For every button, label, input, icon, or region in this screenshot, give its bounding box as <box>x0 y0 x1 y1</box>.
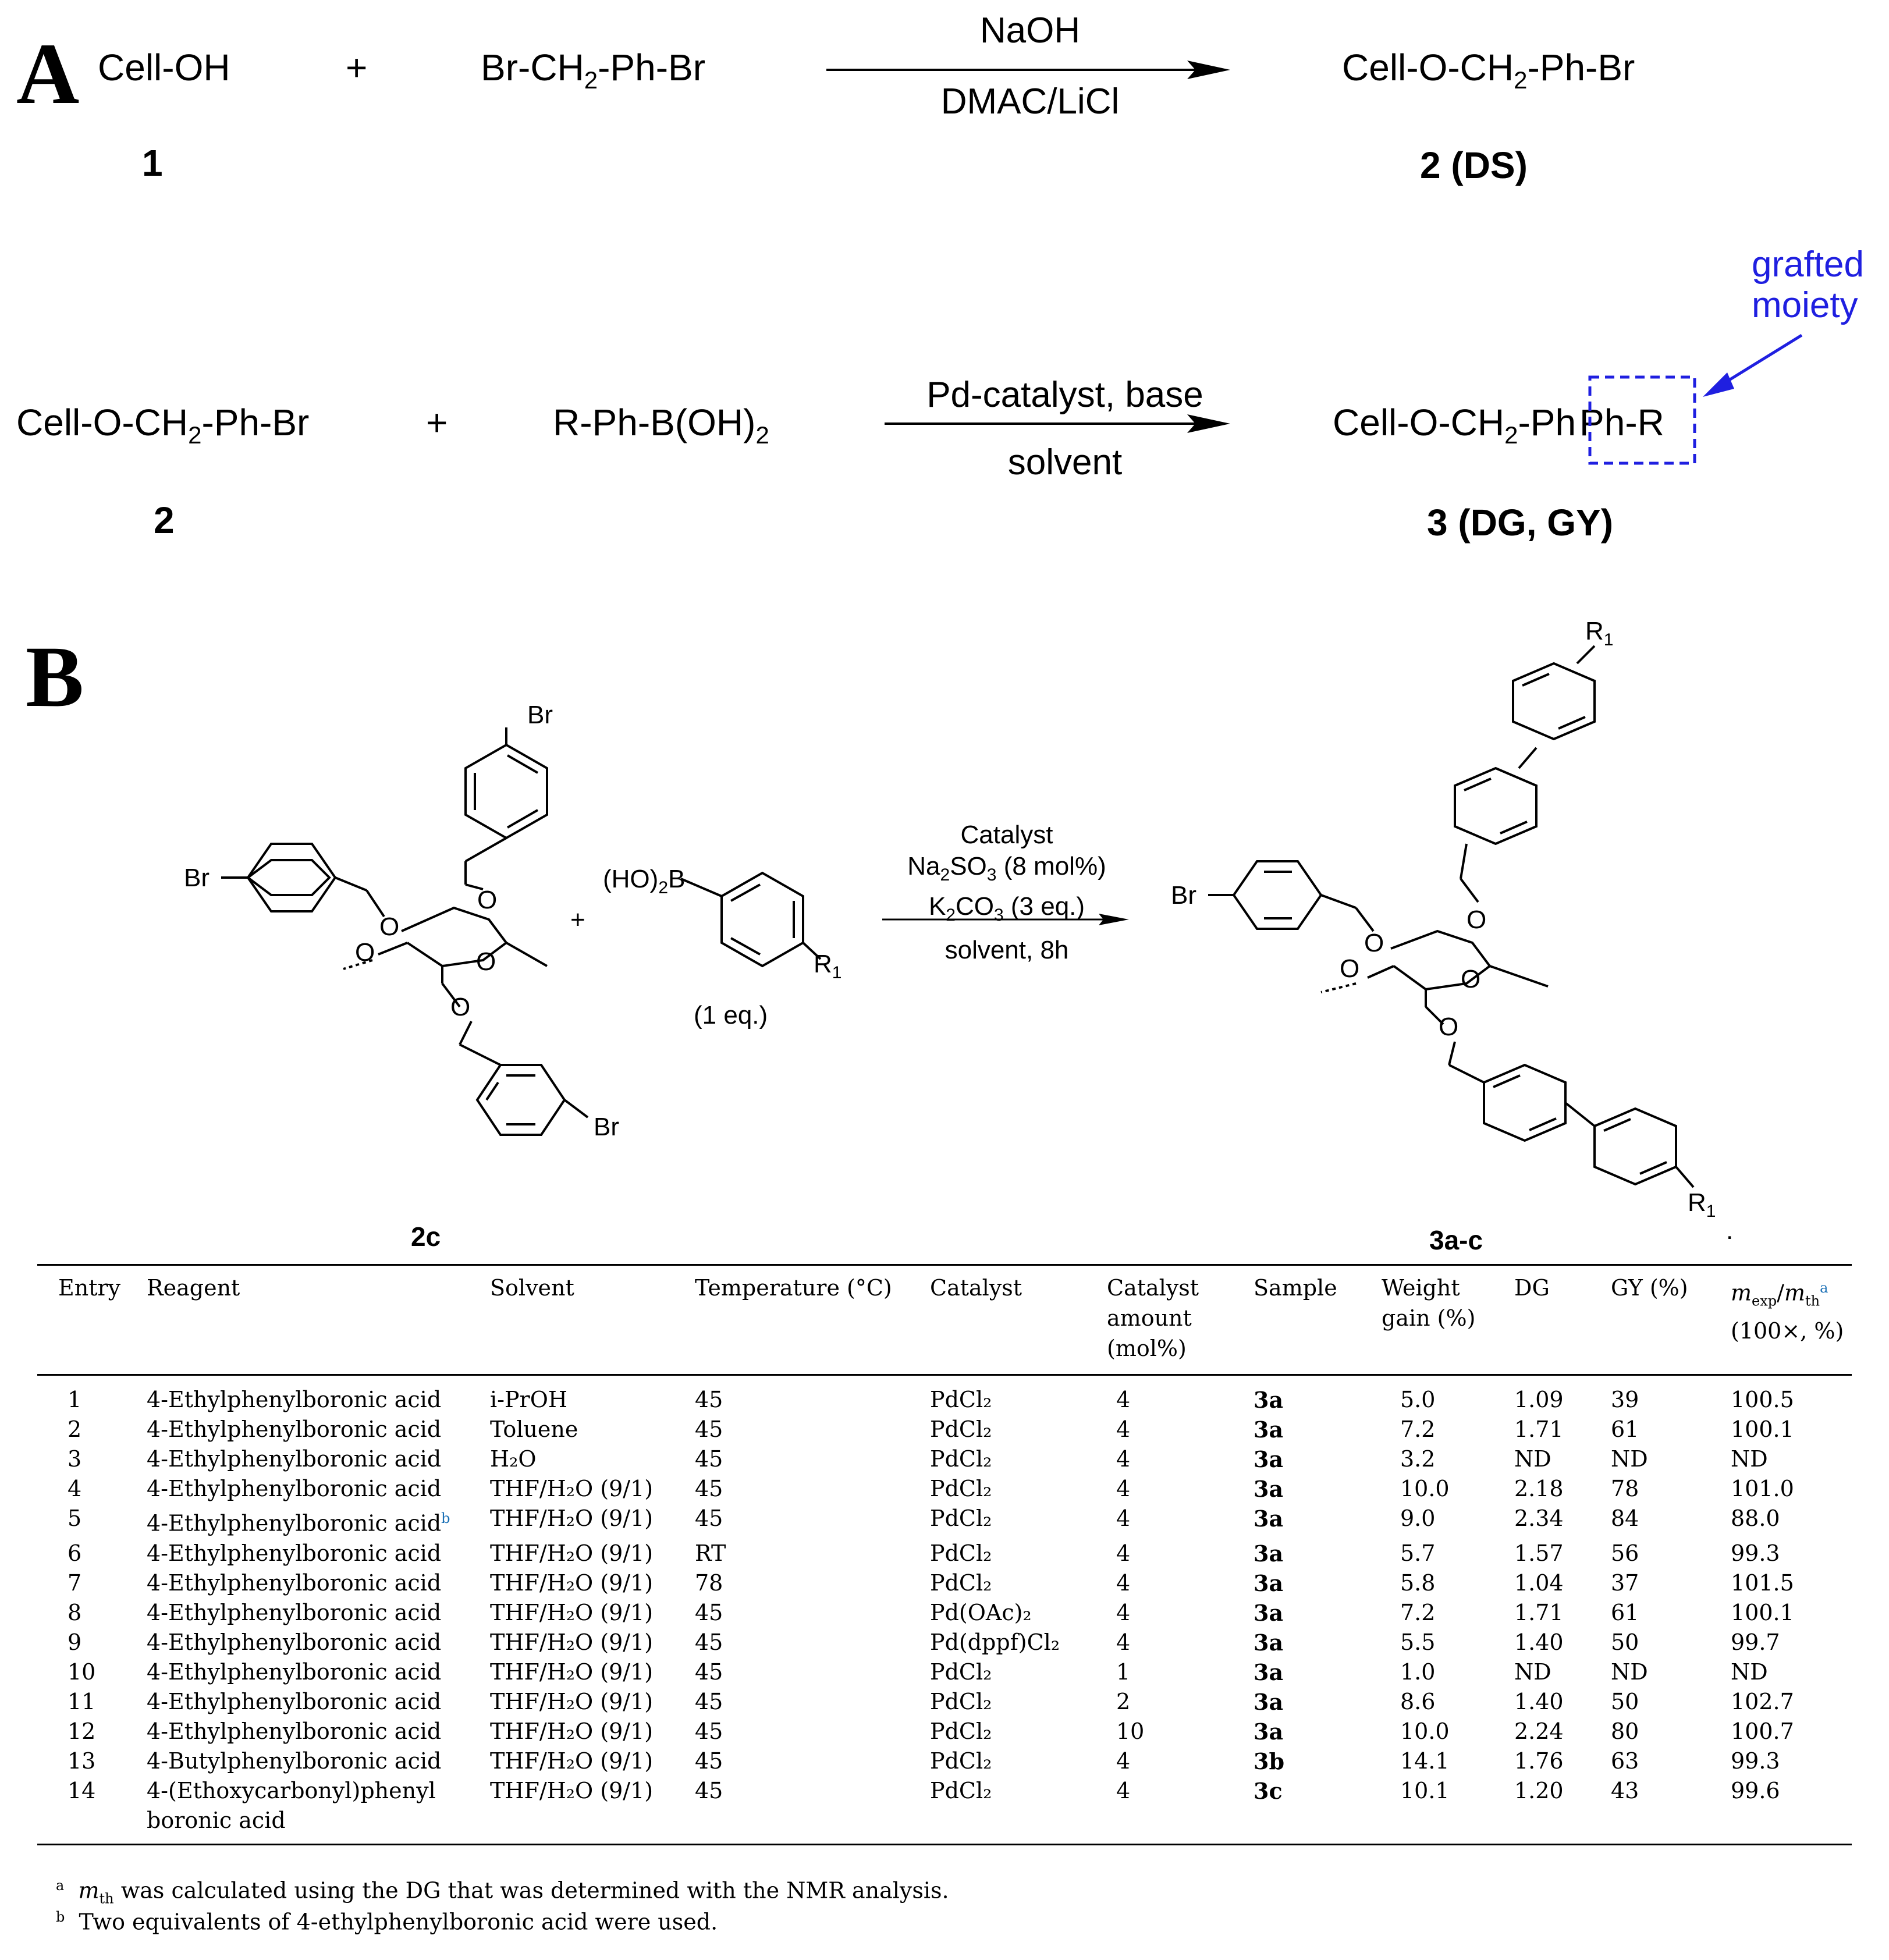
eq1-solvent-dmac-licl: DMAC/LiCl <box>940 81 1120 122</box>
cell-catalyst-amount: 4 <box>1116 1416 1131 1442</box>
cell-sample: 3a <box>1254 1599 1284 1626</box>
cell-reagent: 4-Ethylphenylboronic acid <box>147 1387 442 1412</box>
cell-catalyst: PdCl₂ <box>930 1387 992 1412</box>
cell-catalyst-amount: 4 <box>1116 1540 1131 1566</box>
annotation-pointer-arrow <box>1703 335 1802 397</box>
cell-dg: 1.04 <box>1514 1570 1564 1596</box>
cell-temperature: 45 <box>695 1718 723 1744</box>
trailing-period: . <box>1726 1216 1734 1245</box>
cell-entry: 5 <box>68 1505 82 1531</box>
cell-reagent: 4-Ethylphenylboronic acid <box>147 1718 442 1744</box>
eq1-product: Cell-$O-CH_2-Ph-Br$ <box>1342 47 1635 94</box>
grafted-moiety-box: Ph-R <box>1579 402 1664 443</box>
cell-entry: 13 <box>68 1748 96 1774</box>
cell-solvent: i-PrOH <box>490 1387 568 1412</box>
header-entry: Entry <box>58 1275 121 1301</box>
cell-reagent: 4-Ethylphenylboronic acid <box>147 1659 442 1685</box>
cell-sample: 3a <box>1254 1416 1284 1443</box>
cell-entry: 14 <box>68 1777 96 1803</box>
cell-dg: 1.20 <box>1514 1777 1564 1803</box>
cell-catalyst-amount: 2 <box>1116 1688 1131 1714</box>
cell-catalyst: PdCl₂ <box>930 1748 992 1774</box>
boronic-equivalent: (1 eq.) <box>694 1001 768 1029</box>
cell-mass-ratio: 99.7 <box>1731 1629 1780 1655</box>
cell-dg: 1.40 <box>1514 1688 1564 1714</box>
cell-mass-ratio: 101.0 <box>1731 1476 1794 1501</box>
atom-o-ring: O <box>476 947 496 976</box>
cell-weight-gain: 7.2 <box>1400 1599 1436 1625</box>
cell-sample: 3a <box>1254 1387 1284 1413</box>
cell-sample: 3a <box>1254 1476 1284 1502</box>
table-body <box>37 1375 1852 1845</box>
header-catalyst-amount: Catalyst amount (mol%) <box>1107 1275 1199 1361</box>
cell-gy: 39 <box>1611 1387 1639 1412</box>
cell-gy: 84 <box>1611 1505 1639 1531</box>
cell-solvent: Toluene <box>490 1416 578 1442</box>
cell-catalyst-amount: 10 <box>1116 1718 1145 1744</box>
atom-hob: $(HO)_2B$ <box>603 865 686 897</box>
atom-o-product-3: O <box>1364 929 1384 957</box>
cell-sample: 3a <box>1254 1505 1284 1532</box>
table-row <box>37 1474 1852 1504</box>
eq2-label-2: 2 <box>154 499 175 541</box>
cell-reagent: 4-Ethylphenylboronic acid <box>147 1416 442 1442</box>
table-row <box>37 1598 1852 1628</box>
footnote-b: $^b$ Two equivalents of 4-ethylphenylboronic acid were used. <box>56 1909 718 1935</box>
eq2-label-3-dg-gy: 3 (DG, GY) <box>1427 502 1614 544</box>
table-row <box>37 1776 1852 1845</box>
cell-dg: 2.34 <box>1514 1505 1564 1531</box>
table-row <box>37 1504 1852 1539</box>
cell-mass-ratio: 100.5 <box>1731 1387 1794 1412</box>
atom-o-product-2: O <box>1439 1013 1459 1041</box>
atom-o-6: O <box>477 886 498 914</box>
cell-catalyst: PdCl₂ <box>930 1777 992 1803</box>
boronic-acid-structure <box>681 873 821 966</box>
cell-solvent: THF/H₂O (9/1) <box>490 1476 654 1501</box>
label-2c: 2c <box>411 1222 441 1252</box>
cell-dg: 1.71 <box>1514 1599 1564 1625</box>
cell-sample: 3a <box>1254 1570 1284 1596</box>
cell-entry: 2 <box>68 1416 82 1442</box>
grafted-moiety-annotation: grafted moiety <box>1752 244 1865 325</box>
cell-mass-ratio: 99.6 <box>1731 1777 1780 1803</box>
cell-entry: 11 <box>68 1688 96 1714</box>
header-dg: DG <box>1514 1275 1550 1301</box>
table-row <box>37 1444 1852 1474</box>
cell-dg: 1.40 <box>1514 1629 1564 1655</box>
cell-temperature: 45 <box>695 1777 723 1803</box>
panel-b-plus: + <box>570 906 585 934</box>
cell-catalyst-amount: 4 <box>1116 1629 1131 1655</box>
eq1-reactant-cell-oh: Cell-OH <box>98 47 230 88</box>
cell-mass-ratio: ND <box>1731 1659 1768 1685</box>
eq1-reaction-arrow <box>826 61 1230 79</box>
cell-reagent: 4-Ethylphenylboronic acid <box>147 1570 442 1596</box>
cell-mass-ratio: 88.0 <box>1731 1505 1780 1531</box>
cell-sample: 3a <box>1254 1718 1284 1745</box>
cell-temperature: 45 <box>695 1659 723 1685</box>
atom-br-product: Br <box>1171 881 1196 910</box>
cell-reagent: 4-Ethylphenylboronic acid <box>147 1446 442 1472</box>
cell-weight-gain: 14.1 <box>1400 1748 1450 1774</box>
table-row <box>37 1687 1852 1717</box>
atom-o-product-6: O <box>1467 906 1487 934</box>
label-3a-c: 3a-c <box>1429 1225 1483 1255</box>
cell-sample: 3a <box>1254 1629 1284 1656</box>
cell-reagent: 4-Ethylphenylboronic acid <box>147 1599 442 1625</box>
cell-weight-gain: 9.0 <box>1400 1505 1436 1531</box>
cell-gy: 50 <box>1611 1688 1639 1714</box>
product-3a-c-structure <box>1208 646 1693 1187</box>
cell-catalyst-amount: 4 <box>1116 1599 1131 1625</box>
cell-reagent: 4-Ethylphenylboronic acid <box>147 1688 442 1714</box>
cell-catalyst-amount: 4 <box>1116 1505 1131 1531</box>
cell-catalyst: PdCl₂ <box>930 1416 992 1442</box>
atom-br-bottom: Br <box>594 1113 619 1141</box>
table-header-row <box>37 1265 1852 1375</box>
eq1-label-1: 1 <box>142 142 163 184</box>
eq2-plus: + <box>426 402 448 443</box>
cell-temperature: 45 <box>695 1505 723 1531</box>
cell-gy: ND <box>1611 1446 1648 1472</box>
table-row <box>37 1657 1852 1687</box>
cell-catalyst-amount: 4 <box>1116 1387 1131 1412</box>
cell-reagent: 4-Butylphenylboronic acid <box>147 1748 442 1774</box>
cell-sample: 3a <box>1254 1659 1284 1685</box>
table-row <box>37 1746 1852 1776</box>
eq2-reaction-arrow <box>885 414 1230 433</box>
cell-temperature: 45 <box>695 1476 723 1501</box>
cell-catalyst: PdCl₂ <box>930 1688 992 1714</box>
footnote-a-text: was calculated using the DG that was determined with the NMR analysis. <box>120 1877 949 1904</box>
cell-gy: 50 <box>1611 1629 1639 1655</box>
eq2-product: Cell-$O-CH_2-PhPh-R$ <box>1333 402 1664 449</box>
table-row <box>37 1539 1852 1568</box>
cell-entry: 10 <box>68 1659 96 1685</box>
cell-mass-ratio: 100.1 <box>1731 1416 1794 1442</box>
cell-temperature: 78 <box>695 1570 723 1596</box>
header-reagent: Reagent <box>147 1275 240 1301</box>
atom-o-2: O <box>450 993 471 1021</box>
cell-gy: ND <box>1611 1659 1648 1685</box>
cell-solvent: THF/H₂O (9/1) <box>490 1599 654 1625</box>
cell-dg: 2.24 <box>1514 1718 1564 1744</box>
atom-br-left: Br <box>184 864 210 892</box>
cell-dg: 1.76 <box>1514 1748 1564 1774</box>
cell-temperature: 45 <box>695 1629 723 1655</box>
cell-mass-ratio: 100.1 <box>1731 1599 1794 1625</box>
cell-temperature: 45 <box>695 1599 723 1625</box>
eq1-plus: + <box>346 47 368 88</box>
cell-mass-ratio: ND <box>1731 1446 1768 1472</box>
cell-temperature: 45 <box>695 1748 723 1774</box>
cell-mass-ratio: 101.5 <box>1731 1570 1794 1596</box>
table-row <box>37 1568 1852 1598</box>
cell-entry: 3 <box>68 1446 82 1472</box>
cell-weight-gain: 8.6 <box>1400 1688 1436 1714</box>
cell-entry: 1 <box>68 1387 82 1412</box>
cell-catalyst-amount: 4 <box>1116 1748 1131 1774</box>
cell-catalyst: PdCl₂ <box>930 1540 992 1566</box>
cell-weight-gain: 5.7 <box>1400 1540 1436 1566</box>
cell-mass-ratio: 100.7 <box>1731 1718 1794 1744</box>
cell-weight-gain: 3.2 <box>1400 1446 1436 1472</box>
header-temperature: Temperature (°C) <box>695 1275 892 1301</box>
cell-solvent: THF/H₂O (9/1) <box>490 1629 654 1655</box>
cell-catalyst: PdCl₂ <box>930 1659 992 1685</box>
cell-reagent: 4-Ethylphenylboronic acid <box>147 1629 442 1655</box>
atom-r1-bottom: $R_1$ <box>1688 1188 1716 1221</box>
cell-solvent: THF/H₂O (9/1) <box>490 1505 654 1531</box>
cell-entry: 8 <box>68 1599 82 1625</box>
atom-o-glycosidic: O <box>355 938 375 967</box>
cell-dg: 1.09 <box>1514 1387 1564 1412</box>
atom-o-3: O <box>379 912 400 941</box>
reactant-2c-structure <box>221 727 588 1135</box>
cell-entry: 7 <box>68 1570 82 1596</box>
header-gy: GY (%) <box>1611 1275 1688 1301</box>
cell-solvent: THF/H₂O (9/1) <box>490 1748 654 1774</box>
cell-reagent: 4-Ethylphenylboronic acid$^b$ <box>147 1510 450 1536</box>
panel-letter-a: A <box>16 26 80 122</box>
cell-solvent: THF/H₂O (9/1) <box>490 1659 654 1685</box>
grafted-moiety-dashed-box <box>1590 377 1695 463</box>
atom-br-top: Br <box>527 701 553 729</box>
cell-catalyst-amount: 4 <box>1116 1570 1131 1596</box>
table-row <box>37 1628 1852 1657</box>
cell-solvent: THF/H₂O (9/1) <box>490 1688 654 1714</box>
results-table <box>37 1264 1852 1845</box>
atom-r1-top: $R_1$ <box>1585 617 1614 649</box>
cell-weight-gain: 10.1 <box>1400 1777 1450 1803</box>
cell-catalyst: PdCl₂ <box>930 1570 992 1596</box>
cell-mass-ratio: 102.7 <box>1731 1688 1794 1714</box>
cell-solvent: THF/H₂O (9/1) <box>490 1777 654 1803</box>
cell-temperature: RT <box>695 1540 726 1566</box>
cell-mass-ratio: 99.3 <box>1731 1540 1780 1566</box>
cell-sample: 3c <box>1254 1777 1283 1804</box>
atom-r1-boronic: $R_1$ <box>814 950 842 982</box>
table-row <box>37 1375 1852 1415</box>
cell-solvent: THF/H₂O (9/1) <box>490 1540 654 1566</box>
cell-temperature: 45 <box>695 1416 723 1442</box>
table-row <box>37 1717 1852 1746</box>
cell-dg: 2.18 <box>1514 1476 1564 1501</box>
cell-temperature: 45 <box>695 1387 723 1412</box>
cell-weight-gain: 1.0 <box>1400 1659 1436 1685</box>
eq1-reactant-benzyl-bromide: $Br-CH_2-Ph-Br$ <box>481 47 706 94</box>
cell-gy: 61 <box>1611 1599 1639 1625</box>
atom-o-product-ring: O <box>1461 965 1481 993</box>
cell-weight-gain: 5.0 <box>1400 1387 1436 1412</box>
cell-weight-gain: 7.2 <box>1400 1416 1436 1442</box>
cell-catalyst: Pd(OAc)₂ <box>930 1599 1032 1625</box>
cell-catalyst-amount: 4 <box>1116 1446 1131 1472</box>
panel-letter-b: B <box>26 629 84 725</box>
cell-solvent: H₂O <box>490 1446 537 1472</box>
eq1-label-2-ds: 2 (DS) <box>1420 144 1528 186</box>
cell-catalyst: PdCl₂ <box>930 1446 992 1472</box>
cell-catalyst: PdCl₂ <box>930 1505 992 1531</box>
cell-dg: ND <box>1514 1659 1551 1685</box>
cell-dg: 1.71 <box>1514 1416 1564 1442</box>
cell-mass-ratio: 99.3 <box>1731 1748 1780 1774</box>
cell-gy: 78 <box>1611 1476 1639 1501</box>
footnote-a: $^a$ $m_{th}$ was calculated using the DG that was determined with the NMR analysis. <box>56 1877 949 1907</box>
header-sample: Sample <box>1254 1275 1337 1301</box>
cell-gy: 43 <box>1611 1777 1639 1803</box>
cell-reagent: 4-Ethylphenylboronic acid <box>147 1540 442 1566</box>
cell-gy: 63 <box>1611 1748 1639 1774</box>
cell-catalyst: PdCl₂ <box>930 1476 992 1501</box>
atom-o-product-glycosidic: O <box>1340 954 1360 983</box>
cell-gy: 37 <box>1611 1570 1639 1596</box>
cell-solvent: THF/H₂O (9/1) <box>490 1718 654 1744</box>
cell-weight-gain: 5.8 <box>1400 1570 1436 1596</box>
eq2-reagent-pd-catalyst: Pd-catalyst, base <box>926 375 1203 415</box>
header-weight-gain: Weight gain (%) <box>1382 1275 1476 1331</box>
cell-weight-gain: 10.0 <box>1400 1718 1450 1744</box>
cell-sample: 3a <box>1254 1540 1284 1567</box>
cell-catalyst-amount: 4 <box>1116 1476 1131 1501</box>
cell-temperature: 45 <box>695 1688 723 1714</box>
cell-dg: ND <box>1514 1446 1551 1472</box>
eq1-reagent-naoh: NaOH <box>979 10 1081 51</box>
cell-weight-gain: 10.0 <box>1400 1476 1450 1501</box>
header-mass-ratio: $m_{exp}/m_{th}^a$ (100×, %) <box>1731 1280 1844 1344</box>
cell-reagent: 4-Ethylphenylboronic acid <box>147 1476 442 1501</box>
table-row <box>37 1415 1852 1444</box>
cell-entry: 6 <box>68 1540 82 1566</box>
cell-sample: 3b <box>1254 1748 1285 1774</box>
cell-weight-gain: 5.5 <box>1400 1629 1436 1655</box>
eq2-reactant-boronic-acid: $R-Ph-B(OH)_2$ <box>553 402 769 449</box>
footnote-b-text: Two equivalents of 4-ethylphenylboronic acid were used. <box>79 1909 718 1935</box>
cell-gy: 61 <box>1611 1416 1639 1442</box>
eq2-reactant-cell-benzyl-bromide: Cell-$O-CH_2-Ph-Br$ <box>16 402 310 449</box>
cell-temperature: 45 <box>695 1446 723 1472</box>
cell-catalyst-amount: 1 <box>1116 1659 1131 1685</box>
cell-sample: 3a <box>1254 1688 1284 1715</box>
cell-catalyst: PdCl₂ <box>930 1718 992 1744</box>
cell-entry: 9 <box>68 1629 82 1655</box>
cell-catalyst: Pd(dppf)Cl₂ <box>930 1629 1060 1655</box>
header-catalyst: Catalyst <box>930 1275 1022 1301</box>
cell-gy: 56 <box>1611 1540 1639 1566</box>
cell-catalyst-amount: 4 <box>1116 1777 1131 1803</box>
cell-solvent: THF/H₂O (9/1) <box>490 1570 654 1596</box>
cell-entry: 4 <box>68 1476 82 1501</box>
panel-b-conditions: Catalyst $Na_2SO_3$ (8 mol%) $K_2CO_3$ (3 eq.) solvent, 8h <box>907 821 1106 964</box>
eq2-solvent: solvent <box>1007 442 1123 482</box>
cell-dg: 1.57 <box>1514 1540 1564 1566</box>
header-solvent: Solvent <box>490 1275 574 1301</box>
cell-sample: 3a <box>1254 1446 1284 1472</box>
cell-gy: 80 <box>1611 1718 1639 1744</box>
cell-entry: 12 <box>68 1718 96 1744</box>
cell-reagent: 4-(Ethoxycarbonyl)phenyl boronic acid <box>147 1777 436 1833</box>
